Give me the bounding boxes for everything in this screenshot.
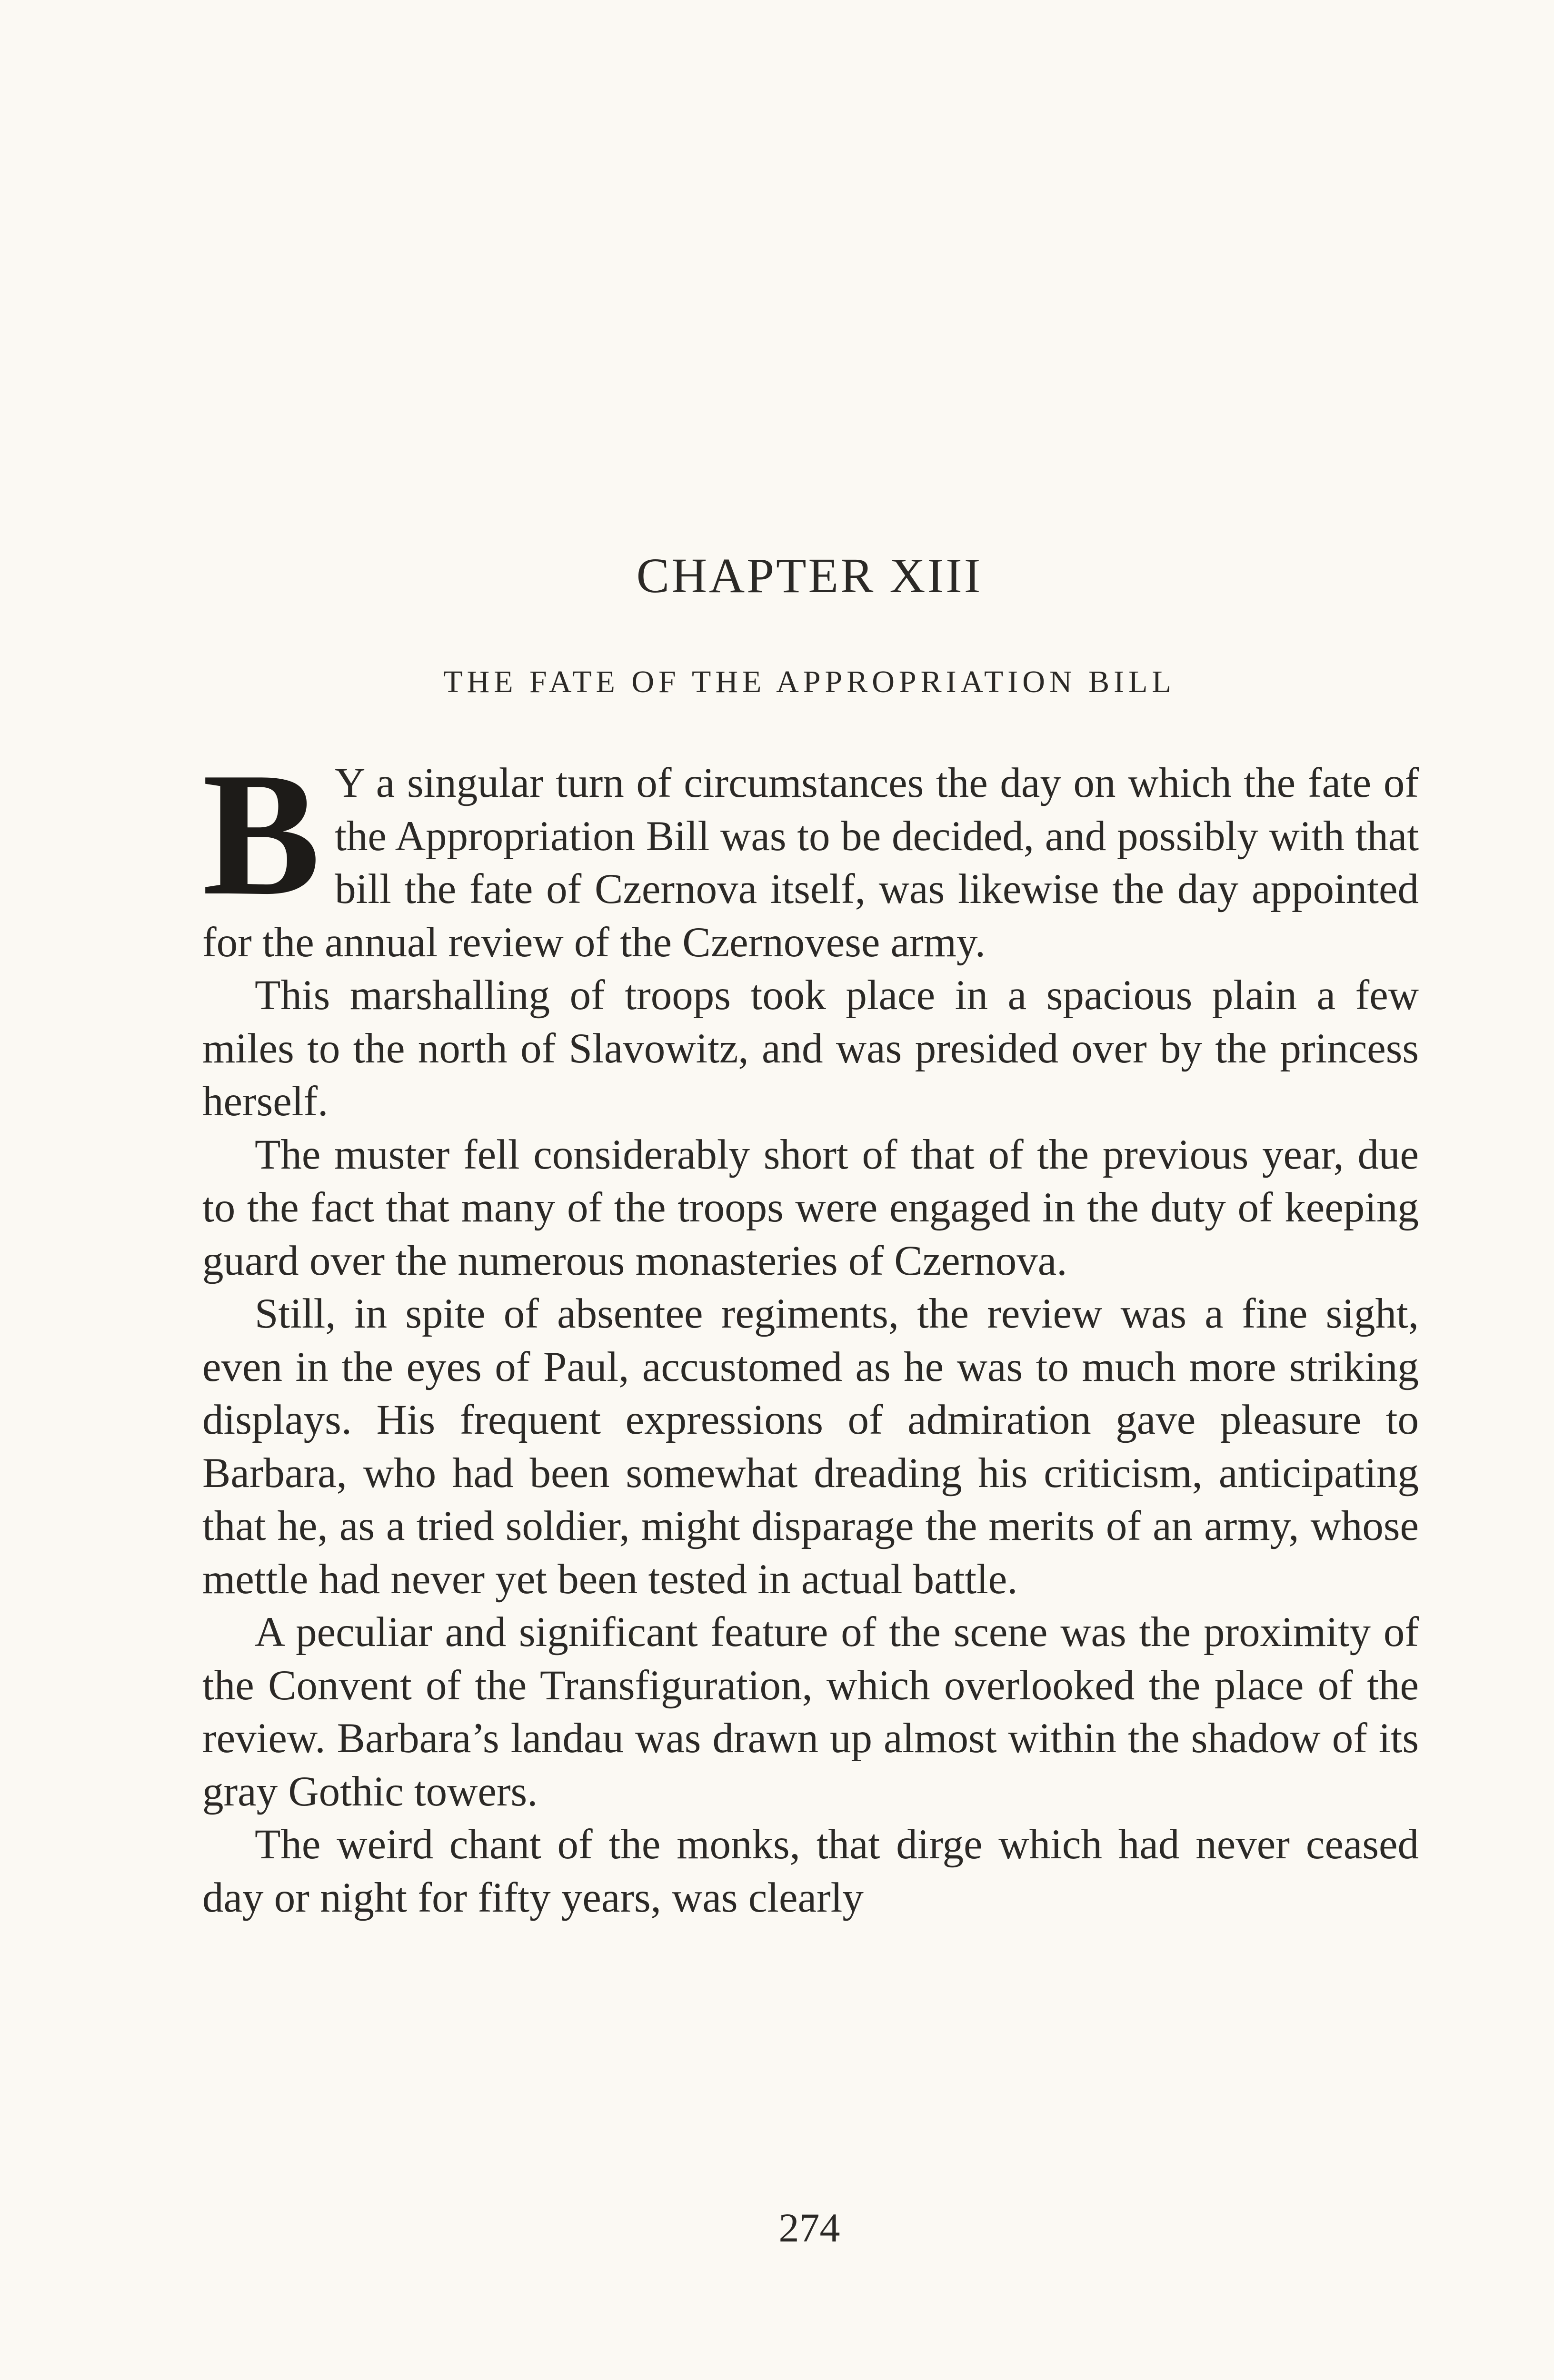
paragraph: A peculiar and significant feature of the scene was the proximity of the Convent of the Transfiguration, which overlooked the place of the review. Barbara’s landau was drawn up almost within the shadow of its gray Gothic towers.	[202, 1609, 1419, 1815]
paragraph: Still, in spite of absentee regiments, the review was a fine sight, even in the eyes of Paul, accustomed as he was to much more striking displays. His frequent expressions of admiration gave pleasure to Barbara, who had been somewhat dreading his criticism, anticipating that he, as a tried soldier, might disparage the merits of an army, whose mettle had never yet been tested in actual battle.	[202, 1290, 1419, 1603]
body-text	[202, 736, 1419, 1924]
chapter-heading: CHAPTER XIII	[636, 548, 983, 603]
paragraph: The weird chant of the monks, that dirge which had never ceased day or night for fifty years, was clearly	[202, 1821, 1419, 1921]
paragraph: This marshalling of troops took place in a spacious plain a few miles to the north of Slavowitz, and was presided over by the princess herself.	[202, 972, 1419, 1125]
paragraph: The muster fell considerably short of that of the previous year, due to the fact that many of the troops were engaged in the duty of keeping guard over the numerous monasteries of Czernova.	[202, 1131, 1419, 1284]
chapter-title: THE FATE OF THE APPROPRIATION BILL	[443, 664, 1175, 699]
paragraph-text: Y a singular turn of circumstances the day on which the fate of the Appropriation Bill was to be decided, and possibly with that bill the fate of Czernova itself, was likewise the day appointed for the annual review of the Czernovese army.	[202, 760, 1419, 966]
drop-cap: B	[202, 736, 321, 932]
page-number: 274	[778, 2205, 840, 2251]
paragraph	[202, 736, 1419, 969]
